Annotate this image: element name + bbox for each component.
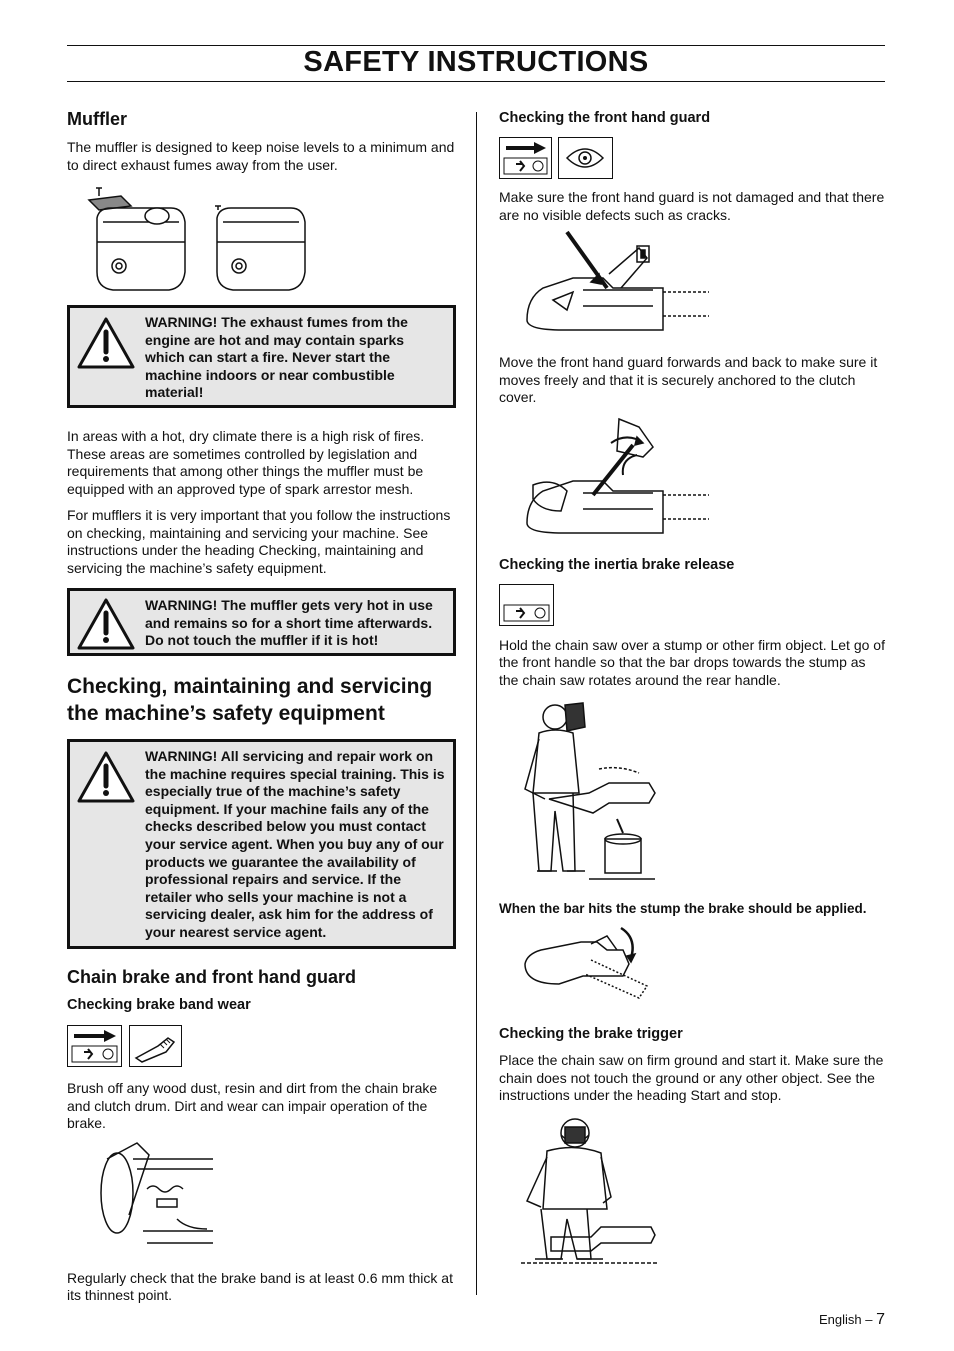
page-title: SAFETY INSTRUCTIONS bbox=[303, 46, 649, 78]
left-column bbox=[67, 104, 455, 1305]
page-footer bbox=[819, 1311, 885, 1329]
procedure-arrow-icon bbox=[67, 1025, 122, 1067]
inertia-caption: When the bar hits the stump the brake should be applied. bbox=[499, 901, 867, 916]
muffler-heading: Muffler bbox=[67, 109, 127, 129]
front-guard-heading: Checking the front hand guard bbox=[499, 110, 711, 126]
section-heading: Checking, maintaining and servicing the machine’s safety equipment bbox=[67, 675, 433, 725]
warning-triangle-icon bbox=[76, 597, 136, 651]
muffler-intro: The muffler is designed to keep noise levels to a minimum and to direct exhaust fumes away from the user. bbox=[67, 139, 455, 173]
brush-icon bbox=[129, 1025, 182, 1067]
inertia-text: Hold the chain saw over a stump or other firm object. Let go of the front handle so that the bar drops towards the stump as the chain saw rotates around the rear handle. bbox=[499, 636, 885, 688]
brake-band-icons bbox=[67, 1025, 455, 1069]
inertia-icons bbox=[499, 584, 887, 628]
footer-language: English bbox=[818, 1312, 862, 1327]
procedure-box-icon bbox=[499, 584, 554, 626]
warning-hot-muffler-text: WARNING! The muffler gets very hot in use and remains so for a short time afterwards. Do not touch the muffler if it is hot! bbox=[145, 597, 433, 649]
brake-applied-illustration-icon bbox=[521, 924, 661, 1010]
chain-brake-heading: Chain brake and front hand guard bbox=[67, 967, 357, 987]
warning-triangle-icon bbox=[76, 316, 136, 370]
footer-dash: – bbox=[865, 1312, 873, 1327]
page-number: 7 bbox=[876, 1311, 885, 1328]
right-column bbox=[499, 104, 887, 1269]
warning-triangle-icon bbox=[76, 750, 136, 804]
column-divider bbox=[476, 112, 477, 1295]
header-rule-bottom bbox=[67, 81, 885, 82]
brake-trigger-illustration-icon bbox=[521, 1113, 661, 1269]
brake-band-text: Brush off any wood dust, resin and dirt from the chain brake and clutch drum. Dirt and wear can impair operation of the brake. bbox=[67, 1080, 438, 1131]
warning-hot-muffler-box bbox=[67, 588, 456, 656]
brake-band-illustration-icon bbox=[87, 1139, 237, 1251]
brake-trigger-text: Place the chain saw on firm ground and start it. Make sure the chain does not touch the ground or any other object. See the instructions under the heading Start and stop. bbox=[499, 1052, 884, 1103]
eye-inspect-icon bbox=[558, 137, 613, 179]
front-guard-move-illustration-icon bbox=[523, 415, 713, 537]
brake-band-check-text: Regularly check that the brake band is at least 0.6 mm thick at its thinnest point. bbox=[67, 1269, 453, 1303]
inertia-test-illustration-icon bbox=[519, 699, 659, 887]
front-guard-text-2: Move the front hand guard forwards and back to make sure it moves freely and that it is securely anchored to the clutch cover. bbox=[499, 354, 878, 405]
brake-band-heading: Checking brake band wear bbox=[67, 997, 251, 1013]
inertia-heading: Checking the inertia brake release bbox=[499, 556, 735, 573]
front-guard-text-1: Make sure the front hand guard is not damaged and that there are no visible defects such as cracks. bbox=[499, 189, 885, 223]
front-guard-icons bbox=[499, 137, 887, 181]
warning-exhaust-text: WARNING! The exhaust fumes from the engine are hot and may contain sparks which can start a fire. Never start the machine indoors or near combustible material! bbox=[145, 314, 408, 401]
muffler-illustration-icon bbox=[67, 182, 317, 300]
warning-servicing-text: WARNING! All servicing and repair work on the machine requires special training. This is especially true of the machine’s safety equipment. If your machine fails any of the checks described below you must contact your service agent. When you buy any of our products we guarantee the availability of professional repairs and service. If the retailer who sells your machine is not a servicing dealer, ask him for the address of your nearest service agent. bbox=[145, 748, 445, 940]
procedure-arrow-icon bbox=[499, 137, 552, 179]
muffler-maintenance-paragraph: For mufflers it is very important that you follow the instructions on checking, maintaining and servicing your machine. See instructions under the heading Checking, maintaining and servicing the machine’s safety equipment. bbox=[67, 507, 451, 576]
warning-exhaust-box bbox=[67, 305, 456, 408]
front-guard-inspect-illustration-icon bbox=[523, 230, 713, 334]
hot-climate-paragraph: In areas with a hot, dry climate there is a high risk of fires. These areas are sometimes controlled by legislation and requirements that among other things the muffler must be equipped with an approved type of spark arrestor mesh. bbox=[67, 428, 425, 497]
warning-servicing-box bbox=[67, 739, 456, 949]
brake-trigger-heading: Checking the brake trigger bbox=[499, 1026, 683, 1042]
